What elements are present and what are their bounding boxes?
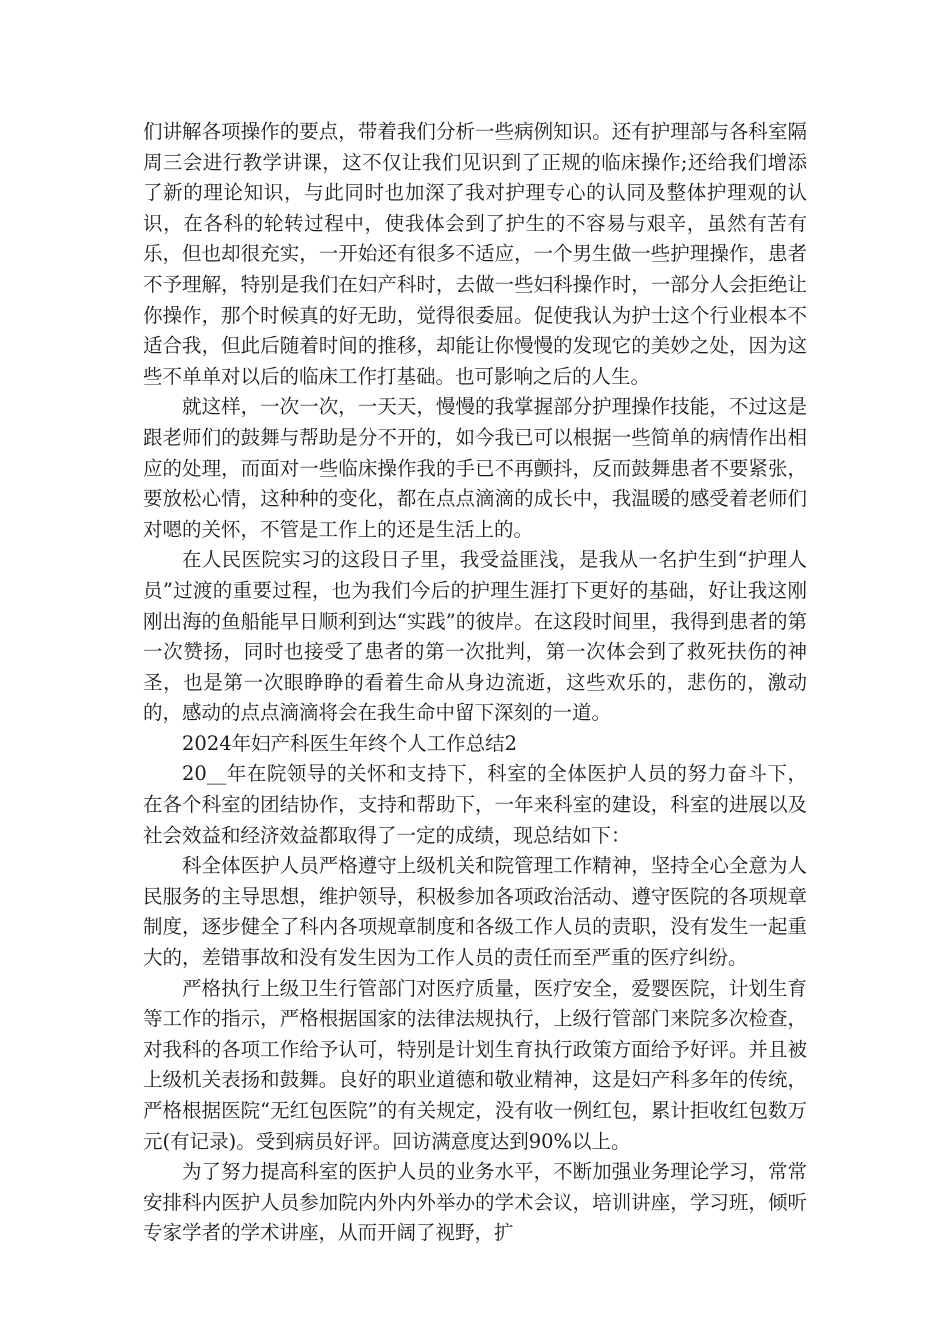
document-body: [143, 117, 807, 1249]
paragraph-training: 为了努力提高科室的医护人员的业务水平，不断加强业务理论学习，常常安排科内医护人员参加院内外内外举办的学术会议，培训讲座，学习班，倾听专家学者的学术讲座，从而开阔了视野，扩: [143, 1160, 807, 1245]
section-heading: 2024年妇产科医生年终个人工作总结2: [182, 731, 518, 755]
paragraph-internship-reflection: 在人民医院实习的这段日子里，我受益匪浅，是我从一名护生到“护理人员”过渡的重要过程，也为我们今后的护理生涯打下更好的基础，好让我这刚刚出海的鱼船能早日顺利到达“实践”的彼岸。在这段时间里，我得到患者的第一次赞扬，同时也接受了患者的第一次批判，第一次体会到了救死扶伤的神圣，也是第一次眼睁睁的看着生命从身边流逝，这些欢乐的，悲伤的，激动的，感动的点点滴滴将会在我生命中留下深刻的一道。: [143, 548, 807, 725]
paragraph-skills-progress: 就这样，一次一次，一天天，慢慢的我掌握部分护理操作技能，不过这是跟老师们的鼓舞与帮助是分不开的，如今我已可以根据一些简单的病情作出相应的处理，而面对一些临床操作我的手已不再颤抖，反而鼓舞患者不要紧张，要放松心情，这种种的变化，都在点点滴滴的成长中，我温暖的感受着老师们对嗯的关怀，不管是工作上的还是生活上的。: [143, 395, 807, 541]
paragraph-summary-intro: 20__年在院领导的关怀和支持下，科室的全体医护人员的努力奋斗下，在各个科室的团结协作，支持和帮助下，一年来科室的建设，科室的进展以及社会效益和经济效益都取得了一定的成绩，现总结如下：: [143, 762, 807, 847]
paragraph-quality-safety: 严格执行上级卫生行管部门对医疗质量，医疗安全，爱婴医院，计划生育等工作的指示，严格根据国家的法律法规执行，上级行管部门来院多次检查，对我科的各项工作给予认可，特别是计划生育执行政策方面给予好评。并且被上级机关表扬和鼓舞。良好的职业道德和敬业精神，这是妇产科多年的传统，严格根据医院“无红包医院”的有关规定，没有收一例红包，累计拒收红包数万元(有记录)。受到病员好评。回访满意度达到90%以上。: [143, 976, 807, 1153]
paragraph-continuation: 们讲解各项操作的要点，带着我们分析一些病例知识。还有护理部与各科室隔周三会进行教学讲课，这不仅让我们见识到了正规的临床操作;还给我们增添了新的理论知识，与此同时也加深了我对护理专心的认同及整体护理观的认识，在各科的轮转过程中，使我体会到了护生的不容易与艰辛，虽然有苦有乐，但也却很充实，一开始还有很多不适应，一个男生做一些护理操作，患者不予理解，特别是我们在妇产科时，去做一些妇科操作时，一部分人会拒绝让你操作，那个时候真的好无助，觉得很委屈。促使我认为护士这个行业根本不适合我，但此后随着时间的推移，却能让你慢慢的发现它的美妙之处，因为这些不单单对以后的临床工作打基础。也可影响之后的人生。: [143, 120, 807, 388]
paragraph-discipline: 科全体医护人员严格遵守上级机关和院管理工作精神，坚持全心全意为人民服务的主导思想，维护领导，积极参加各项政治活动、遵守医院的各项规章制度，逐步健全了科内各项规章制度和各级工作人员的责职，没有发生一起重大的，差错事故和没有发生因为工作人员的责任而至严重的医疗纠纷。: [143, 854, 807, 970]
